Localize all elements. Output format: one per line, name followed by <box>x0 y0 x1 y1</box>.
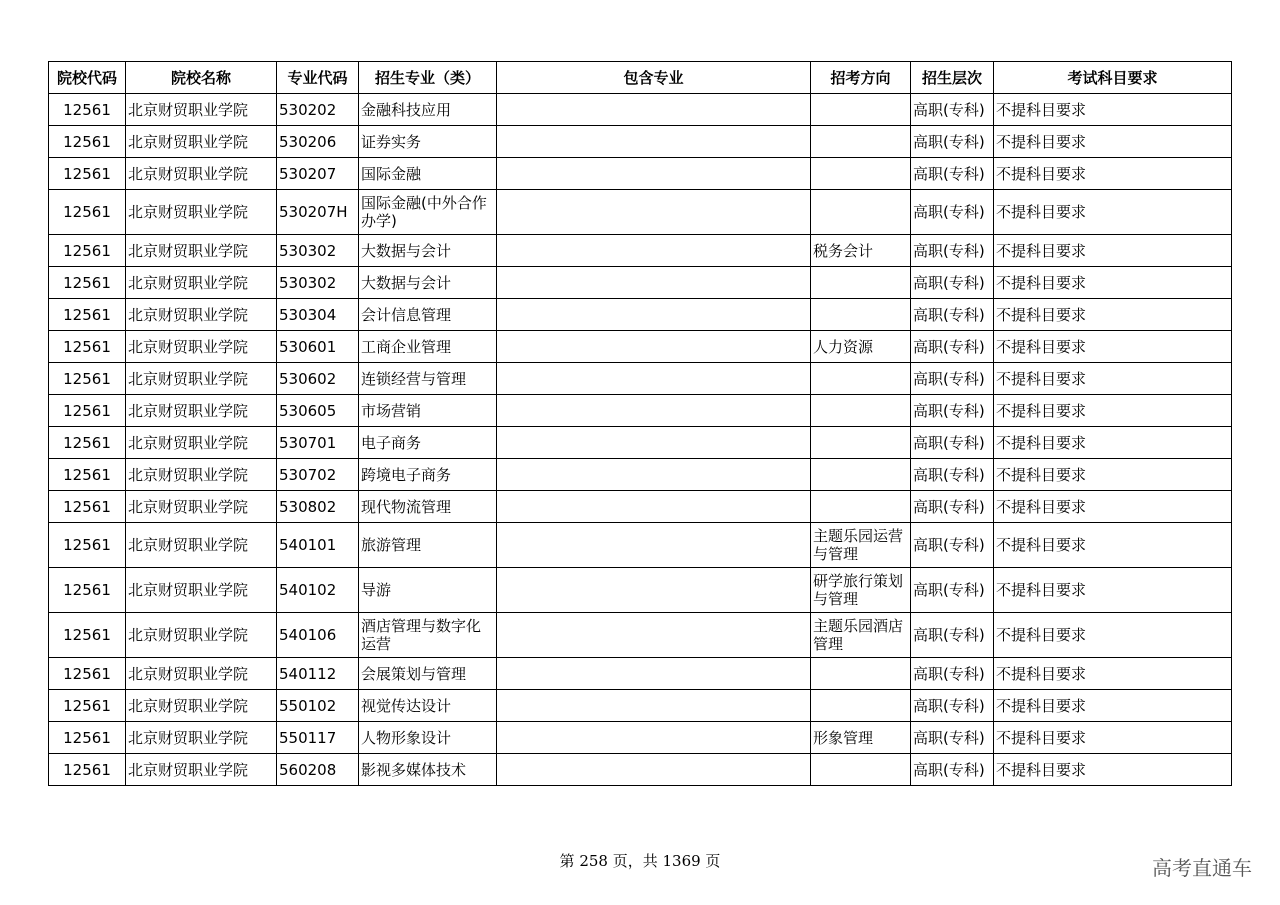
cell-major: 市场营销 <box>359 395 497 427</box>
cell-level: 高职(专科) <box>911 568 994 613</box>
cell-major-code: 530302 <box>277 267 359 299</box>
cell-major-code: 530702 <box>277 459 359 491</box>
cell-major: 导游 <box>359 568 497 613</box>
cell-subject-requirement: 不提科目要求 <box>994 568 1232 613</box>
table-row <box>49 158 1232 190</box>
cell-major-code: 530802 <box>277 491 359 523</box>
cell-included-majors <box>497 190 811 235</box>
cell-direction <box>811 690 911 722</box>
cell-direction <box>811 395 911 427</box>
cell-major-code: 540101 <box>277 523 359 568</box>
cell-major: 人物形象设计 <box>359 722 497 754</box>
cell-direction <box>811 459 911 491</box>
cell-school-name: 北京财贸职业学院 <box>126 754 277 786</box>
enrollment-table <box>48 61 1232 786</box>
cell-included-majors <box>497 94 811 126</box>
cell-included-majors <box>497 523 811 568</box>
table-row <box>49 690 1232 722</box>
cell-direction <box>811 94 911 126</box>
table-row <box>49 299 1232 331</box>
cell-level: 高职(专科) <box>911 235 994 267</box>
header-major-code: 专业代码 <box>277 62 359 94</box>
cell-level: 高职(专科) <box>911 94 994 126</box>
table-row <box>49 235 1232 267</box>
cell-major-code: 530206 <box>277 126 359 158</box>
cell-major-code: 550117 <box>277 722 359 754</box>
cell-school-code: 12561 <box>49 190 126 235</box>
cell-major-code: 540102 <box>277 568 359 613</box>
cell-direction <box>811 267 911 299</box>
cell-major: 跨境电子商务 <box>359 459 497 491</box>
cell-school-name: 北京财贸职业学院 <box>126 267 277 299</box>
cell-major: 金融科技应用 <box>359 94 497 126</box>
cell-school-code: 12561 <box>49 331 126 363</box>
cell-subject-requirement: 不提科目要求 <box>994 190 1232 235</box>
cell-major: 工商企业管理 <box>359 331 497 363</box>
cell-level: 高职(专科) <box>911 722 994 754</box>
page-footer: 第 258 页，共 1369 页 <box>559 852 721 870</box>
cell-subject-requirement: 不提科目要求 <box>994 613 1232 658</box>
cell-major: 大数据与会计 <box>359 235 497 267</box>
cell-level: 高职(专科) <box>911 331 994 363</box>
cell-subject-requirement: 不提科目要求 <box>994 94 1232 126</box>
cell-major-code: 530207 <box>277 158 359 190</box>
table-row <box>49 491 1232 523</box>
cell-included-majors <box>497 363 811 395</box>
table-row <box>49 395 1232 427</box>
cell-major-code: 530601 <box>277 331 359 363</box>
cell-direction <box>811 427 911 459</box>
cell-level: 高职(专科) <box>911 459 994 491</box>
header-subject-requirement: 考试科目要求 <box>994 62 1232 94</box>
cell-level: 高职(专科) <box>911 158 994 190</box>
table-row <box>49 331 1232 363</box>
cell-major: 国际金融(中外合作办学) <box>359 190 497 235</box>
cell-included-majors <box>497 158 811 190</box>
cell-included-majors <box>497 331 811 363</box>
cell-major: 证券实务 <box>359 126 497 158</box>
cell-school-name: 北京财贸职业学院 <box>126 523 277 568</box>
cell-level: 高职(专科) <box>911 267 994 299</box>
cell-major: 会展策划与管理 <box>359 658 497 690</box>
cell-direction <box>811 491 911 523</box>
cell-included-majors <box>497 459 811 491</box>
cell-school-name: 北京财贸职业学院 <box>126 299 277 331</box>
cell-school-code: 12561 <box>49 613 126 658</box>
cell-included-majors <box>497 299 811 331</box>
cell-school-name: 北京财贸职业学院 <box>126 395 277 427</box>
table-row <box>49 568 1232 613</box>
cell-school-name: 北京财贸职业学院 <box>126 459 277 491</box>
cell-subject-requirement: 不提科目要求 <box>994 754 1232 786</box>
cell-major-code: 540112 <box>277 658 359 690</box>
watermark: 高考直通车 <box>1152 856 1252 880</box>
table-row <box>49 94 1232 126</box>
cell-school-code: 12561 <box>49 491 126 523</box>
cell-school-name: 北京财贸职业学院 <box>126 126 277 158</box>
cell-school-code: 12561 <box>49 459 126 491</box>
cell-school-name: 北京财贸职业学院 <box>126 190 277 235</box>
cell-major-code: 540106 <box>277 613 359 658</box>
cell-level: 高职(专科) <box>911 658 994 690</box>
cell-school-code: 12561 <box>49 94 126 126</box>
cell-school-code: 12561 <box>49 395 126 427</box>
cell-school-name: 北京财贸职业学院 <box>126 568 277 613</box>
cell-included-majors <box>497 690 811 722</box>
cell-included-majors <box>497 491 811 523</box>
cell-level: 高职(专科) <box>911 754 994 786</box>
header-school-name: 院校名称 <box>126 62 277 94</box>
cell-direction: 主题乐园酒店管理 <box>811 613 911 658</box>
cell-school-code: 12561 <box>49 523 126 568</box>
cell-school-code: 12561 <box>49 722 126 754</box>
table-row <box>49 523 1232 568</box>
cell-included-majors <box>497 754 811 786</box>
cell-subject-requirement: 不提科目要求 <box>994 126 1232 158</box>
cell-school-code: 12561 <box>49 427 126 459</box>
cell-subject-requirement: 不提科目要求 <box>994 491 1232 523</box>
cell-direction: 研学旅行策划与管理 <box>811 568 911 613</box>
cell-school-name: 北京财贸职业学院 <box>126 690 277 722</box>
cell-subject-requirement: 不提科目要求 <box>994 331 1232 363</box>
cell-direction <box>811 158 911 190</box>
cell-subject-requirement: 不提科目要求 <box>994 523 1232 568</box>
cell-level: 高职(专科) <box>911 126 994 158</box>
cell-school-code: 12561 <box>49 363 126 395</box>
cell-level: 高职(专科) <box>911 363 994 395</box>
cell-school-code: 12561 <box>49 158 126 190</box>
cell-school-code: 12561 <box>49 235 126 267</box>
cell-school-code: 12561 <box>49 658 126 690</box>
cell-school-name: 北京财贸职业学院 <box>126 94 277 126</box>
header-level: 招生层次 <box>911 62 994 94</box>
cell-direction: 税务会计 <box>811 235 911 267</box>
cell-level: 高职(专科) <box>911 427 994 459</box>
cell-major-code: 530701 <box>277 427 359 459</box>
cell-major-code: 530602 <box>277 363 359 395</box>
cell-major-code: 530207H <box>277 190 359 235</box>
cell-major: 旅游管理 <box>359 523 497 568</box>
cell-level: 高职(专科) <box>911 491 994 523</box>
table-row <box>49 363 1232 395</box>
cell-subject-requirement: 不提科目要求 <box>994 722 1232 754</box>
table-row <box>49 754 1232 786</box>
cell-major: 酒店管理与数字化运营 <box>359 613 497 658</box>
cell-subject-requirement: 不提科目要求 <box>994 299 1232 331</box>
cell-subject-requirement: 不提科目要求 <box>994 235 1232 267</box>
table-row <box>49 613 1232 658</box>
cell-major: 影视多媒体技术 <box>359 754 497 786</box>
cell-included-majors <box>497 427 811 459</box>
cell-school-code: 12561 <box>49 299 126 331</box>
cell-direction <box>811 126 911 158</box>
cell-school-code: 12561 <box>49 754 126 786</box>
cell-school-name: 北京财贸职业学院 <box>126 427 277 459</box>
cell-school-name: 北京财贸职业学院 <box>126 658 277 690</box>
cell-direction <box>811 754 911 786</box>
cell-included-majors <box>497 722 811 754</box>
cell-subject-requirement: 不提科目要求 <box>994 459 1232 491</box>
cell-major: 视觉传达设计 <box>359 690 497 722</box>
cell-school-code: 12561 <box>49 126 126 158</box>
cell-included-majors <box>497 568 811 613</box>
cell-subject-requirement: 不提科目要求 <box>994 427 1232 459</box>
table-row <box>49 126 1232 158</box>
table-row <box>49 658 1232 690</box>
cell-level: 高职(专科) <box>911 523 994 568</box>
cell-major-code: 530605 <box>277 395 359 427</box>
table-row <box>49 190 1232 235</box>
cell-direction <box>811 190 911 235</box>
cell-major-code: 530304 <box>277 299 359 331</box>
table-row <box>49 267 1232 299</box>
cell-major-code: 560208 <box>277 754 359 786</box>
header-row <box>49 62 1232 94</box>
cell-school-name: 北京财贸职业学院 <box>126 235 277 267</box>
cell-included-majors <box>497 613 811 658</box>
cell-major: 连锁经营与管理 <box>359 363 497 395</box>
cell-direction <box>811 299 911 331</box>
cell-school-code: 12561 <box>49 568 126 613</box>
cell-included-majors <box>497 658 811 690</box>
cell-direction: 形象管理 <box>811 722 911 754</box>
cell-major-code: 530202 <box>277 94 359 126</box>
cell-major: 国际金融 <box>359 158 497 190</box>
cell-school-name: 北京财贸职业学院 <box>126 158 277 190</box>
cell-subject-requirement: 不提科目要求 <box>994 363 1232 395</box>
cell-subject-requirement: 不提科目要求 <box>994 690 1232 722</box>
cell-level: 高职(专科) <box>911 690 994 722</box>
cell-school-name: 北京财贸职业学院 <box>126 491 277 523</box>
cell-major: 现代物流管理 <box>359 491 497 523</box>
cell-included-majors <box>497 235 811 267</box>
cell-direction <box>811 363 911 395</box>
cell-major-code: 530302 <box>277 235 359 267</box>
cell-level: 高职(专科) <box>911 395 994 427</box>
table-row <box>49 459 1232 491</box>
cell-subject-requirement: 不提科目要求 <box>994 395 1232 427</box>
cell-level: 高职(专科) <box>911 613 994 658</box>
cell-included-majors <box>497 126 811 158</box>
cell-school-name: 北京财贸职业学院 <box>126 331 277 363</box>
header-major: 招生专业（类） <box>359 62 497 94</box>
cell-direction: 人力资源 <box>811 331 911 363</box>
cell-major-code: 550102 <box>277 690 359 722</box>
cell-school-code: 12561 <box>49 267 126 299</box>
cell-school-code: 12561 <box>49 690 126 722</box>
cell-included-majors <box>497 395 811 427</box>
header-school-code: 院校代码 <box>49 62 126 94</box>
cell-subject-requirement: 不提科目要求 <box>994 658 1232 690</box>
cell-major: 会计信息管理 <box>359 299 497 331</box>
cell-major: 大数据与会计 <box>359 267 497 299</box>
table-row <box>49 427 1232 459</box>
cell-included-majors <box>497 267 811 299</box>
table-row <box>49 722 1232 754</box>
cell-major: 电子商务 <box>359 427 497 459</box>
cell-school-name: 北京财贸职业学院 <box>126 613 277 658</box>
cell-subject-requirement: 不提科目要求 <box>994 158 1232 190</box>
cell-subject-requirement: 不提科目要求 <box>994 267 1232 299</box>
header-direction: 招考方向 <box>811 62 911 94</box>
cell-direction <box>811 658 911 690</box>
cell-level: 高职(专科) <box>911 299 994 331</box>
cell-direction: 主题乐园运营与管理 <box>811 523 911 568</box>
cell-school-name: 北京财贸职业学院 <box>126 722 277 754</box>
header-included-majors: 包含专业 <box>497 62 811 94</box>
cell-level: 高职(专科) <box>911 190 994 235</box>
cell-school-name: 北京财贸职业学院 <box>126 363 277 395</box>
